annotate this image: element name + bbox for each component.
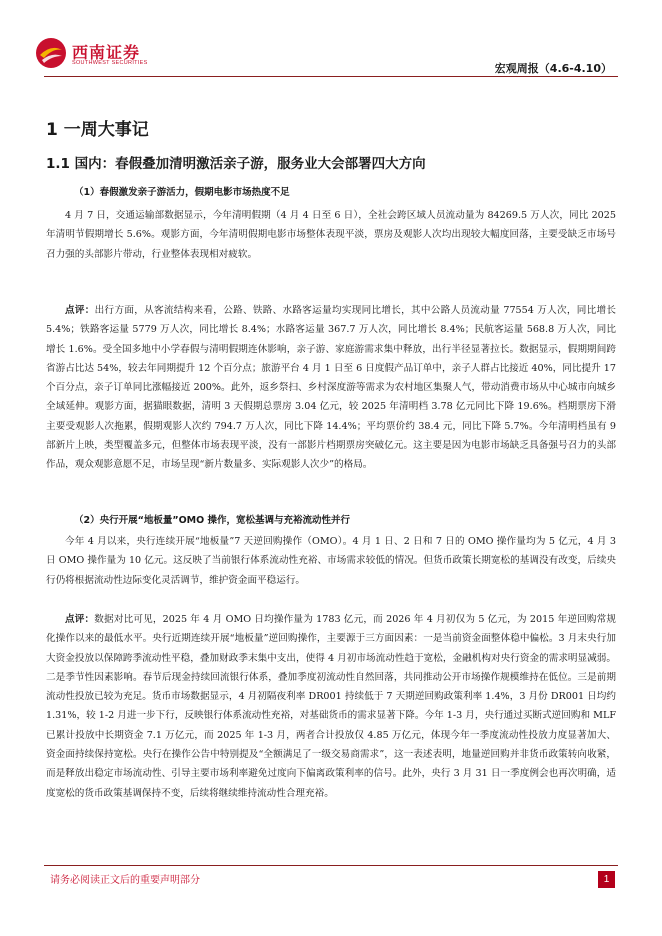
footer-divider [44,865,618,866]
page-number: 1 [598,871,615,888]
topic-heading-omo: （2）央行开展“地板量”OMO 操作，宽松基调与充裕流动性并行 [74,515,351,526]
paragraph-travel-news: 4 月 7 日，交通运输部数据显示，今年清明假期（4 月 4 日至 6 日），全社会跨区域人员流动量为 84269.5 万人次，同比 2025 年清明节假期增长 5.6%。观影方面，今年清明假期电影市场整体表现平淡，票房及观影人次均出现较大幅度回落，主要受缺乏市场号召力强的头部影片带动，行业整体表现相对疲软。 [46,210,616,260]
paragraph-travel-comment [46,301,616,475]
comment-label: 点评： [65,614,95,625]
footer-disclaimer: 请务必阅读正文后的重要声明部分 [50,875,200,886]
comment-text: 出行方面，从客流结构来看，公路、铁路、水路客运量均实现同比增长，其中公路人员流动量 77554 万人次，同比增长 5.4%；铁路客运量 5779 万人次，同比增长 8.4%；水路客运量 367.7 万人次，同比增长 8.4%；民航客运量 568.8 万人次，同比增长 1.6%。受全国多地中小学春假与清明假期连休影响，亲子游、家庭游需求集中释放，出行半径显著拉长。数据显示，假期期间跨省游占比达 54%，较去年同期提升 12 个百分点；旅游平台 4 月 1 日至 6 日度假产品订单中，亲子人群占比接近 40%，同比提升 17 个百分点，亲子订单同比涨幅接近 200%。此外，返乡祭扫、乡村深度游等需求为农村地区集聚人气，带动消费市场从中心城市向城乡全域延伸。观影方面，据猫眼数据，清明 3 天假期总票房 3.04 亿元，较 2025 年清明档 3.78 亿元同比下降 19.6%。档期票房下滑主要受观影人次拖累，假期观影人次约 794.7 万人次，同比下降 14.4%；平均票价约 38.4 元，同比下降 5.7%。今年清明档虽有 9 部新片上映，类型覆盖多元，但整体市场表现平淡，没有一部影片档期票房突破亿元。这主要是因为电影市场缺乏具备强号召力的头部作品，观众观影意愿不足，市场呈现“新片数量多、实际观影人次少”的格局。 [46,305,617,471]
brand-logo [34,36,174,72]
brand-name-en: SOUTHWEST SECURITIES [72,60,148,66]
topic-heading-travel: （1）春假激发亲子游活力，假期电影市场热度不足 [74,187,290,198]
paragraph-omo-comment [46,610,616,803]
brand-name-cn: 西南证券 [72,43,141,62]
report-type-label: 宏观周报（4.6-4.10） [494,62,612,75]
subsection-heading: 1.1 国内：春假叠加清明激活亲子游，服务业大会部署四大方向 [46,156,426,172]
section-heading: 1 一周大事记 [46,120,149,140]
logo-emblem-icon [34,36,68,70]
comment-label: 点评： [65,305,95,316]
comment-text: 数据对比可见，2025 年 4 月 OMO 日均操作量为 1783 亿元，而 2026 年 4 月初仅为 5 亿元，为 2015 年逆回购常规化操作以来的最低水平。央行近期连续开展“地板量”逆回购操作，主要源于三方面因素：一是当前资金面整体稳中偏松。3 月末央行加大资金投放以保障跨季流动性平稳，叠加财政季末集中支出，使得 4 月初市场流动性趋于宽松，金融机构对央行资金的需求明显减弱。二是季节性因素影响。春节后现金持续回流银行体系，叠加季度初流动性自然回落，共同推动公开市场操作规模维持在低位。三是前期流动性投放已较为充足。货币市场数据显示，4 月初隔夜利率 DR001 持续低于 7 天期逆回购政策利率 1.4%，3 月份 DR001 日均约 1.31%，较 1-2 月进一步下行，反映银行体系流动性充裕，对基础货币的需求显著下降。今年 1-3 月，央行通过买断式逆回购和 MLF 已累计投放中长期资金 7.1 万亿元，而 2025 年 1-3 月，两者合计投放仅 4.85 万亿元，体现今年一季度流动性投放力度显著加大、资金面持续保持宽松。央行在操作公告中特别提及“全额满足了一级交易商需求”，这一表述表明，地量逆回购并非货币政策转向收紧，而是释放出稳定市场流动性、引导主要市场利率避免过度向下偏离政策利率的信号。此外，央行 3 月 31 日一季度例会也再次明确，适度宽松的货币政策基调保持不变，后续将继续维持流动性合理充裕。 [46,614,616,799]
paragraph-omo-news: 今年 4 月以来，央行连续开展“地板量”7 天逆回购操作（OMO）。4 月 1 日、2 日和 7 日的 OMO 操作量均为 5 亿元，4 月 3 日 OMO 操作量为 10 亿元。这反映了当前银行体系流动性充裕、市场需求较低的情况。但货币政策长期宽松的基调没有改变，后续央行仍将根据流动性边际变化灵活调节，维护资金面平稳运行。 [46,536,616,586]
header-divider [44,76,618,77]
